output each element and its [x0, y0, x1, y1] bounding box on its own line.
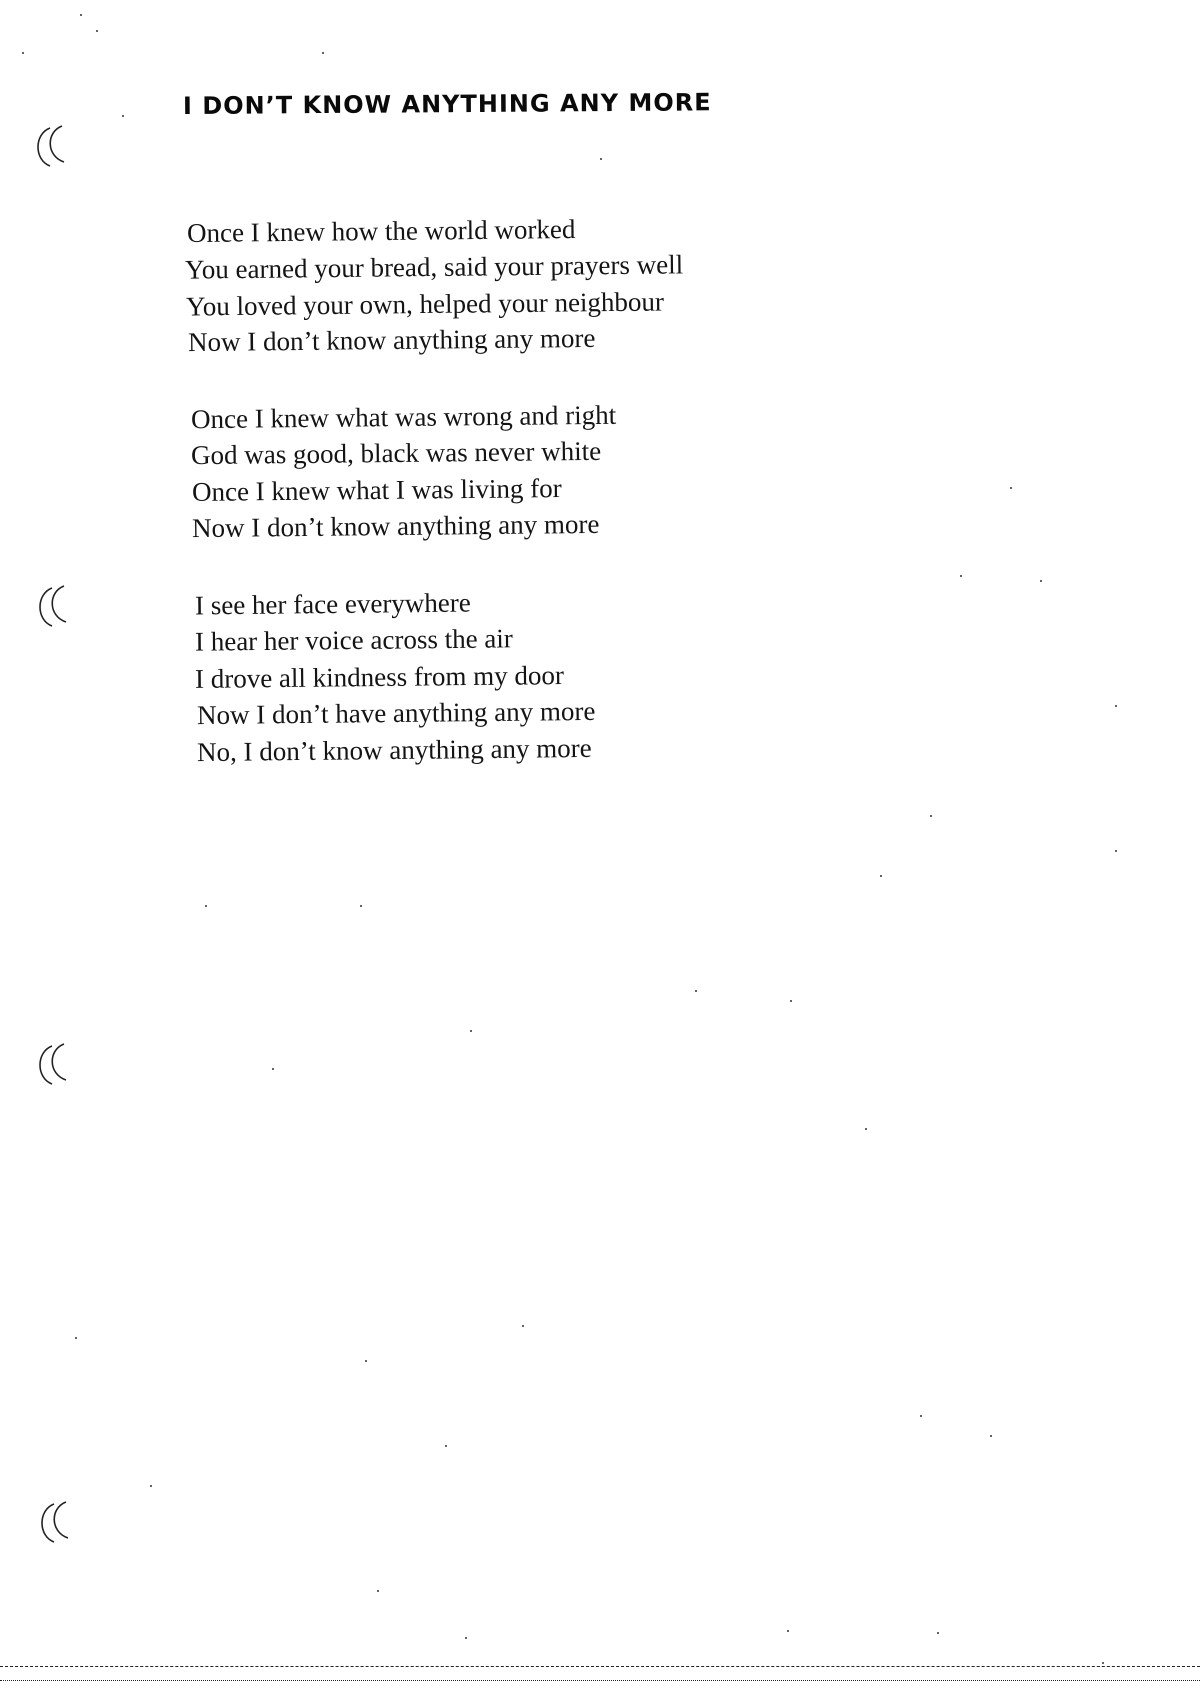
scan-speck	[930, 815, 932, 817]
scan-speck	[377, 1590, 379, 1592]
lyric-line: You earned your bread, said your prayers well	[184, 249, 684, 285]
lyric-line: Now I don’t know anything any more	[187, 322, 596, 358]
scan-speck	[880, 875, 882, 877]
scan-speck	[937, 1632, 939, 1634]
scan-speck	[695, 990, 697, 992]
lyric-line: No, I don’t know anything any more	[196, 732, 592, 768]
lyric-line: You loved your own, helped your neighbour	[185, 286, 665, 322]
scan-speck	[787, 1630, 789, 1632]
scan-speck	[960, 575, 962, 577]
scan-speck	[920, 1415, 922, 1417]
scan-speck	[365, 1360, 367, 1362]
scan-speck	[150, 1485, 152, 1487]
lyric-line: I hear her voice across the air	[194, 623, 513, 657]
scan-speck	[272, 1068, 274, 1070]
scan-speck	[445, 1445, 447, 1447]
lyric-line: I drove all kindness from my door	[194, 660, 565, 694]
scan-speck	[465, 1637, 467, 1639]
binder-clip-mark-icon	[30, 580, 76, 636]
scan-speck	[990, 1435, 992, 1437]
scan-speck	[865, 1128, 867, 1130]
scan-speck	[322, 52, 324, 54]
binder-clip-mark-icon	[28, 120, 74, 176]
scan-speck	[1040, 580, 1042, 582]
lyric-line: I see her face everywhere	[194, 587, 471, 621]
scan-speck	[600, 158, 602, 160]
lyric-line: Now I don’t have anything any more	[196, 695, 596, 731]
scan-speck	[522, 1325, 524, 1327]
scan-speck	[75, 1337, 77, 1339]
scan-speck	[80, 14, 82, 16]
scan-speck	[1115, 705, 1117, 707]
scan-speck	[205, 905, 207, 907]
scan-speck	[122, 115, 124, 117]
scan-speck	[470, 1030, 472, 1032]
song-title: I DON’T KNOW ANYTHING ANY MORE	[182, 88, 712, 120]
binder-clip-mark-icon	[30, 1038, 76, 1094]
scan-speck	[1115, 850, 1117, 852]
scan-speck	[96, 30, 98, 32]
scan-edge-rule	[0, 1666, 1200, 1667]
lyric-line: Once I knew what I was living for	[191, 473, 562, 507]
scan-speck	[1102, 1662, 1104, 1664]
scan-speck	[790, 1000, 792, 1002]
lyric-line: Now I don’t know anything any more	[191, 508, 600, 544]
scan-speck	[1010, 487, 1012, 489]
scan-speck	[22, 52, 24, 54]
lyric-line: Once I knew how the world worked	[186, 213, 576, 249]
binder-clip-mark-icon	[32, 1496, 78, 1552]
scan-edge-rule	[0, 1680, 1200, 1681]
lyric-line: God was good, black was never white	[190, 435, 602, 471]
lyric-line: Once I knew what was wrong and right	[190, 399, 617, 435]
scan-speck	[360, 905, 362, 907]
